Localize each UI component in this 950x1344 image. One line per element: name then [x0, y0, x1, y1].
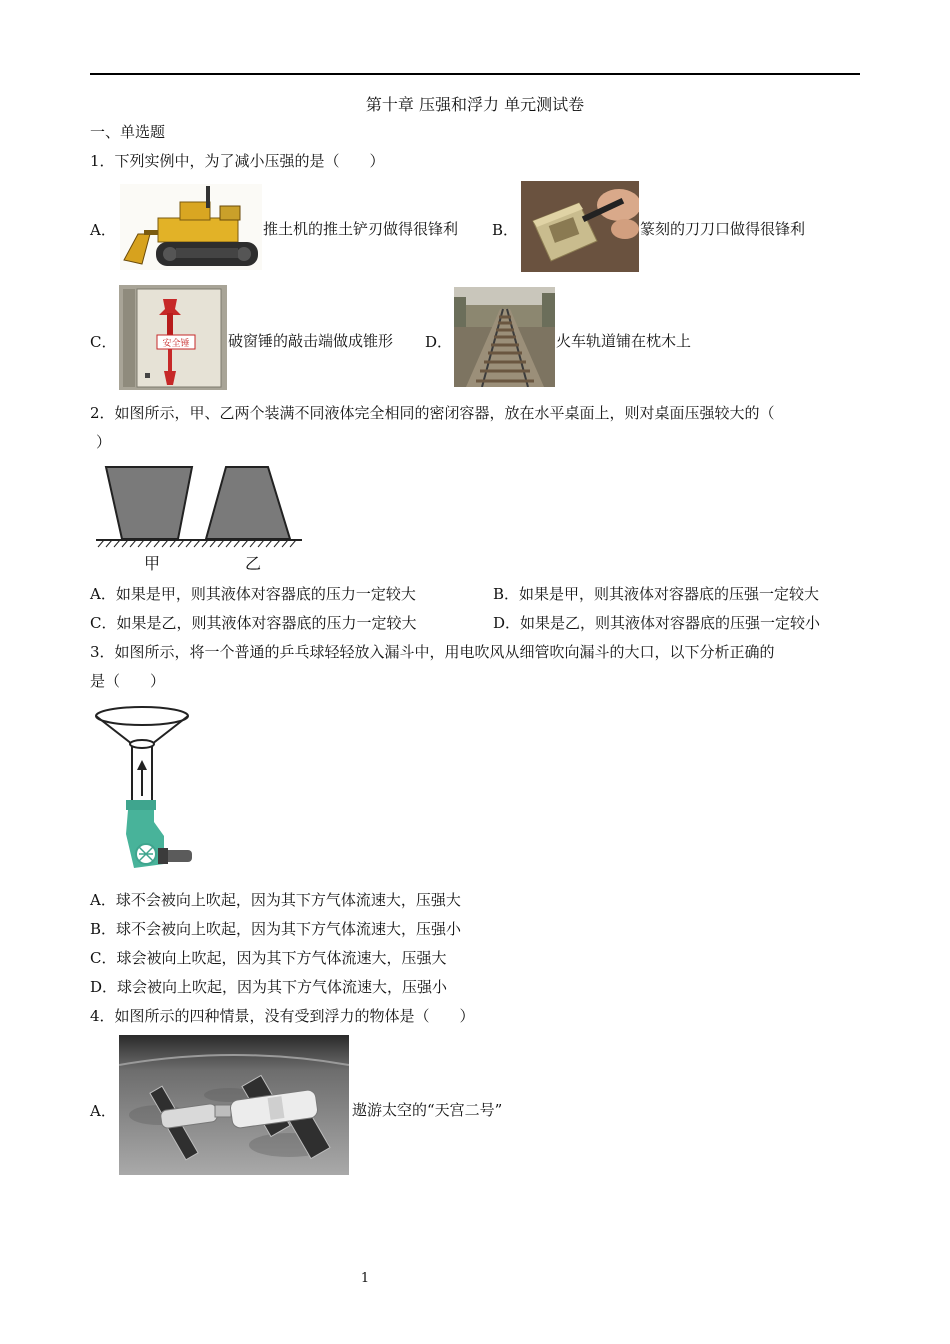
q1-option-b-label: B． — [492, 221, 519, 239]
question-3-stem-line2: 是（ ） — [90, 672, 166, 690]
section-heading: 一、单选题 — [90, 123, 166, 141]
funnel-hairdryer-figure — [94, 704, 200, 874]
q2-option-b: B．如果是甲，则其液体对容器底的压强一定较大 — [493, 585, 820, 603]
q3-option-b: B．球不会被向上吹起，因为其下方气体流速大，压强小 — [90, 920, 462, 938]
q2-option-d: D．如果是乙，则其液体对容器底的压强一定较小 — [493, 614, 821, 632]
q1-option-a-label: A． — [90, 221, 116, 239]
q1-option-d-label: D． — [425, 333, 453, 351]
q4-option-a-text: 遨游太空的“天宫二号” — [352, 1101, 503, 1119]
q1-option-c-label: C． — [90, 333, 117, 351]
q2-option-c: C．如果是乙，则其液体对容器底的压力一定较大 — [90, 614, 417, 632]
railway-track-image — [454, 287, 555, 387]
q1-option-d-text: 火车轨道铺在枕木上 — [556, 332, 692, 350]
question-3-stem-line1: 3．如图所示，将一个普通的乒乓球轻轻放入漏斗中，用电吹风从细管吹向漏斗的大口，以下分析正确的 — [90, 643, 775, 661]
page-title: 第十章 压强和浮力 单元测试卷 — [365, 95, 585, 114]
container-label-jia: 甲 — [144, 554, 161, 573]
containers-figure — [94, 463, 304, 575]
header-rule — [90, 73, 860, 75]
q3-option-d: D．球会被向上吹起，因为其下方气体流速大，压强小 — [90, 978, 448, 996]
question-2-stem-line2: ） — [96, 433, 112, 451]
question-1-stem: 1．下列实例中，为了减小压强的是（ ） — [90, 152, 385, 170]
q2-option-a: A．如果是甲，则其液体对容器底的压力一定较大 — [90, 585, 416, 603]
question-4-stem: 4．如图所示的四种情景，没有受到浮力的物体是（ ） — [90, 1007, 475, 1025]
q4-option-a-label: A． — [90, 1102, 116, 1120]
q1-option-a-text: 推土机的推土铲刃做得很锋利 — [263, 220, 459, 238]
safety-hammer-sign: 安全锤 — [162, 339, 190, 349]
tiangong-space-station-image — [119, 1035, 349, 1175]
q3-option-a: A．球不会被向上吹起，因为其下方气体流速大，压强大 — [90, 891, 461, 909]
q1-option-b-text: 篆刻的刀刀口做得很锋利 — [640, 220, 806, 238]
bulldozer-image — [120, 184, 262, 270]
container-label-yi: 乙 — [245, 554, 262, 573]
q3-option-c: C．球会被向上吹起，因为其下方气体流速大，压强大 — [90, 949, 447, 967]
q1-option-c-text: 破窗锤的敲击端做成锥形 — [228, 332, 394, 350]
page-number: 1 — [360, 1271, 370, 1286]
safety-hammer-image — [119, 285, 227, 390]
question-2-stem-line1: 2．如图所示，甲、乙两个装满不同液体完全相同的密闭容器，放在水平桌面上，则对桌面压强较大的（ — [90, 404, 775, 422]
seal-carving-image — [521, 181, 639, 272]
